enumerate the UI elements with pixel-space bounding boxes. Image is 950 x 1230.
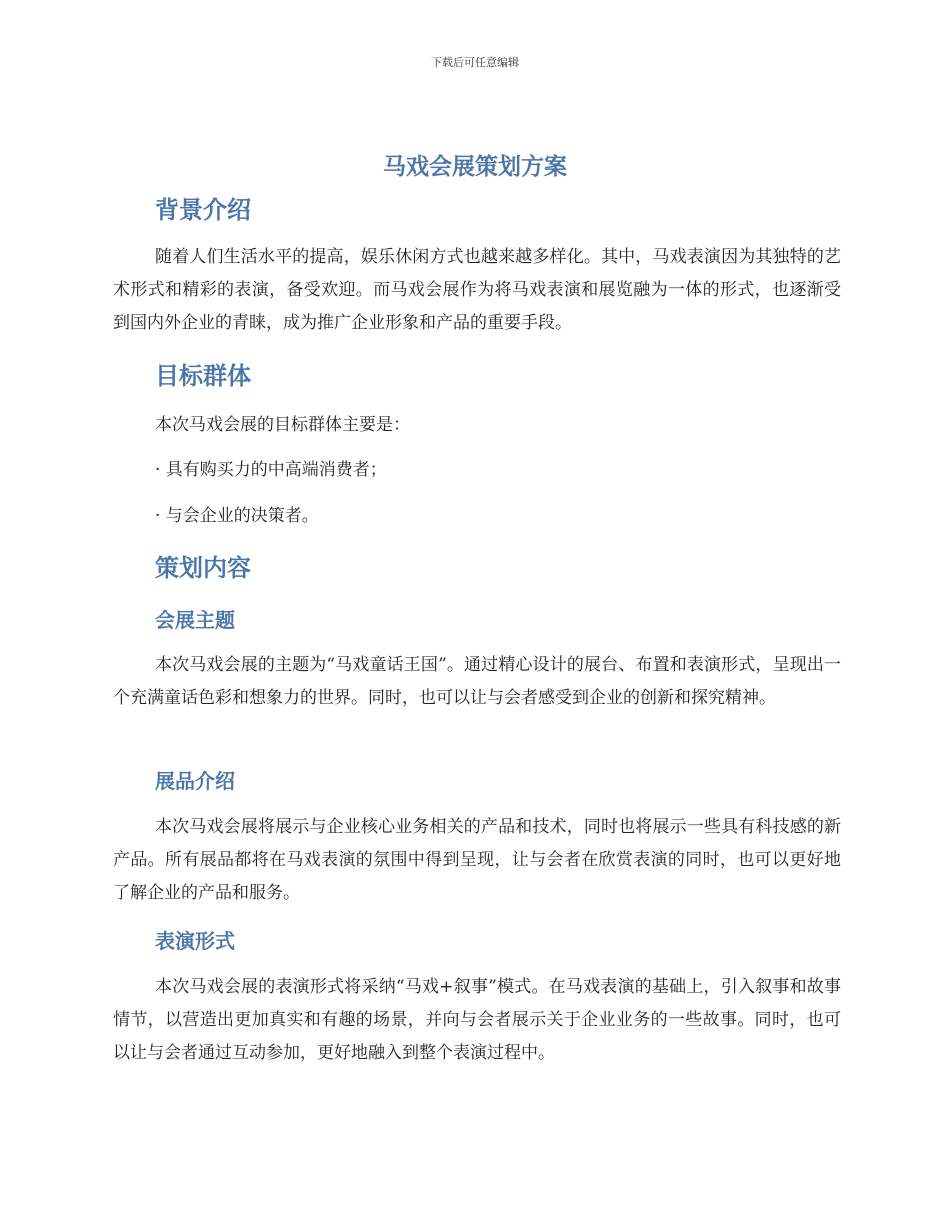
document-title: 马戏会展策划方案 — [383, 154, 567, 180]
subsection-heading-performance: 表演形式 — [155, 929, 235, 953]
section-heading-background: 背景介绍 — [155, 196, 251, 224]
section-heading-plan: 策划内容 — [155, 554, 251, 582]
target-list-item: · 具有购买力的中高端消费者； — [155, 460, 387, 480]
background-paragraph: 随着人们生活水平的提高，娱乐休闲方式也越来越多样化。其中，马戏表演因为其独特的艺术形式和精彩的表演，备受欢迎。而马戏会展作为将马戏表演和展览融为一体的形式，也逐渐受到国内外企业的青睐，成为推广企业形象和产品的重要手段。 — [113, 247, 841, 333]
subsection-heading-theme: 会展主题 — [155, 608, 235, 632]
page-header-note: 下载后可任意编辑 — [431, 56, 519, 69]
target-list-item: · 与会企业的决策者。 — [155, 506, 319, 526]
target-intro: 本次马戏会展的目标群体主要是： — [155, 415, 410, 435]
exhibits-paragraph: 本次马戏会展将展示与企业核心业务相关的产品和技术，同时也将展示一些具有科技感的新产品。所有展品都将在马戏表演的氛围中得到呈现，让与会者在欣赏表演的同时，也可以更好地了解企业的产品和服务。 — [113, 817, 841, 903]
section-heading-target: 目标群体 — [155, 362, 251, 390]
theme-paragraph: 本次马戏会展的主题为“马戏童话王国”。通过精心设计的展台、布置和表演形式，呈现出一个充满童话色彩和想象力的世界。同时，也可以让与会者感受到企业的创新和探究精神。 — [113, 655, 841, 708]
subsection-heading-exhibits: 展品介绍 — [155, 769, 235, 793]
performance-paragraph: 本次马戏会展的表演形式将采纳“马戏+叙事”模式。在马戏表演的基础上，引入叙事和故事情节，以营造出更加真实和有趣的场景，并向与会者展示关于企业业务的一些故事。同时，也可以让与会者通过互动参加，更好地融入到整个表演过程中。 — [113, 977, 841, 1063]
